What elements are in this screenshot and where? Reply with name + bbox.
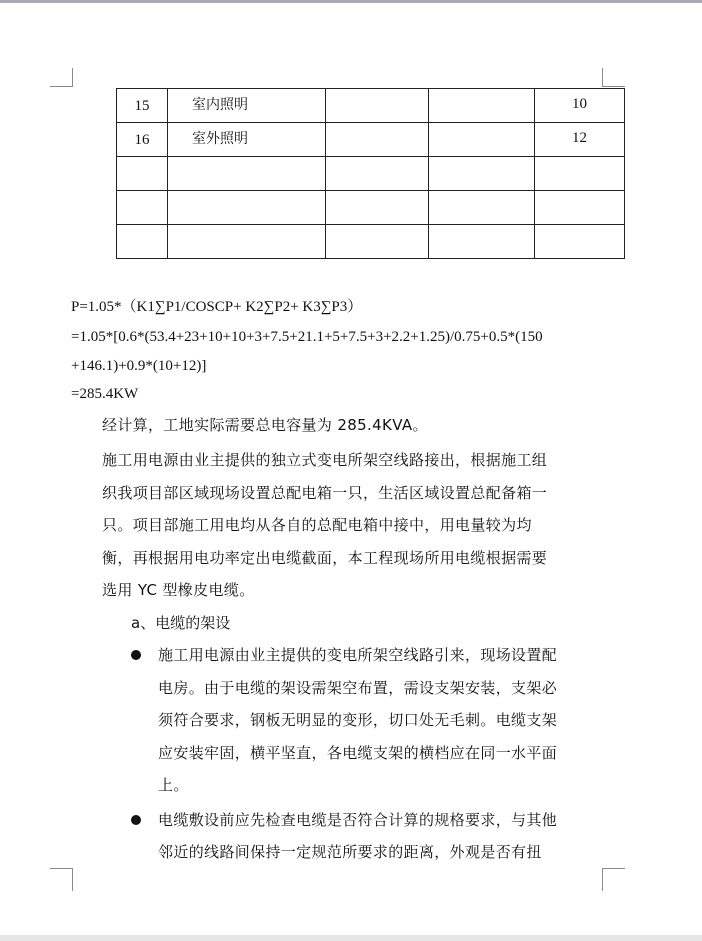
table-cell-number: 16 (117, 123, 168, 157)
bullet-icon (131, 650, 141, 660)
table-cell (429, 123, 535, 157)
bullet-line: 须符合要求，钢板无明显的变形，切口处无毛刺。电缆支架 (158, 711, 558, 729)
bullet-icon (131, 815, 141, 825)
table-cell (326, 123, 429, 157)
table-cell (168, 225, 326, 259)
paragraph-line: 衡，再根据用电功率定出电缆截面，本工程现场所用电缆根据需要 (102, 549, 548, 567)
paragraph-line: 经计算，工地实际需要总电容量为 285.4KVA。 (102, 416, 428, 434)
paragraph-line: 织我项目部区域现场设置总配电箱一只，生活区域设置总配备箱一 (102, 484, 548, 502)
bullet-line: 电缆敷设前应先检查电缆是否符合计算的规格要求，与其他 (158, 811, 558, 829)
table-cell (429, 157, 535, 191)
table-cell-value: 10 (535, 89, 625, 123)
bullet-line: 邻近的线路间保持一定规范所要求的距离，外观是否有扭 (158, 843, 542, 861)
crop-mark-bottom-left (50, 868, 73, 891)
table-cell (117, 225, 168, 259)
table-cell-number: 15 (117, 89, 168, 123)
formula-line: +146.1)+0.9*(10+12)] (71, 358, 207, 374)
table-row (117, 89, 625, 123)
table-cell (168, 191, 326, 225)
table-cell-name: 室内照明 (168, 89, 326, 123)
paragraph-line: 选用 YC 型橡皮电缆。 (102, 581, 255, 599)
table-cell (117, 191, 168, 225)
paragraph-line: 只。项目部施工用电均从各自的总配电箱中接中，用电量较为均 (102, 516, 532, 534)
bullet-line: 应安装牢固，横平坚直，各电缆支架的横档应在同一水平面 (158, 744, 558, 762)
formula-result: =285.4KW (71, 386, 139, 402)
crop-mark-top-right (602, 68, 625, 87)
table-row (117, 225, 625, 259)
table-row (117, 191, 625, 225)
table-cell (535, 157, 625, 191)
formula-line: P=1.05*（K1∑P1/COSCP+ K2∑P2+ K3∑P3） (71, 299, 363, 315)
table-cell (326, 157, 429, 191)
table-cell (535, 225, 625, 259)
table-row (117, 157, 625, 191)
crop-mark-top-left (50, 68, 73, 87)
load-table (116, 88, 625, 259)
bullet-line: 上。 (158, 776, 189, 794)
section-heading: a、电缆的架设 (131, 614, 231, 632)
crop-mark-bottom-right (602, 868, 625, 891)
formula-line: =1.05*[0.6*(53.4+23+10+10+3+7.5+21.1+5+7.5+3+2.2+1.25)/0.75+0.5*(150 (71, 329, 543, 345)
table-cell (326, 191, 429, 225)
table-cell (429, 89, 535, 123)
table-cell (326, 225, 429, 259)
table-cell (117, 157, 168, 191)
table-cell (535, 191, 625, 225)
bullet-line: 电房。由于电缆的架设需架空布置，需设支架安装，支架必 (158, 679, 558, 697)
table-cell-name: 室外照明 (168, 123, 326, 157)
bullet-line: 施工用电源由业主提供的变电所架空线路引来，现场设置配 (158, 646, 558, 664)
table-cell (326, 89, 429, 123)
paragraph-line: 施工用电源由业主提供的独立式变电所架空线路接出，根据施工组 (102, 451, 548, 469)
table-row (117, 123, 625, 157)
table-cell-value: 12 (535, 123, 625, 157)
table-cell (429, 225, 535, 259)
document-page (0, 3, 702, 935)
table-cell (168, 157, 326, 191)
table-cell (429, 191, 535, 225)
